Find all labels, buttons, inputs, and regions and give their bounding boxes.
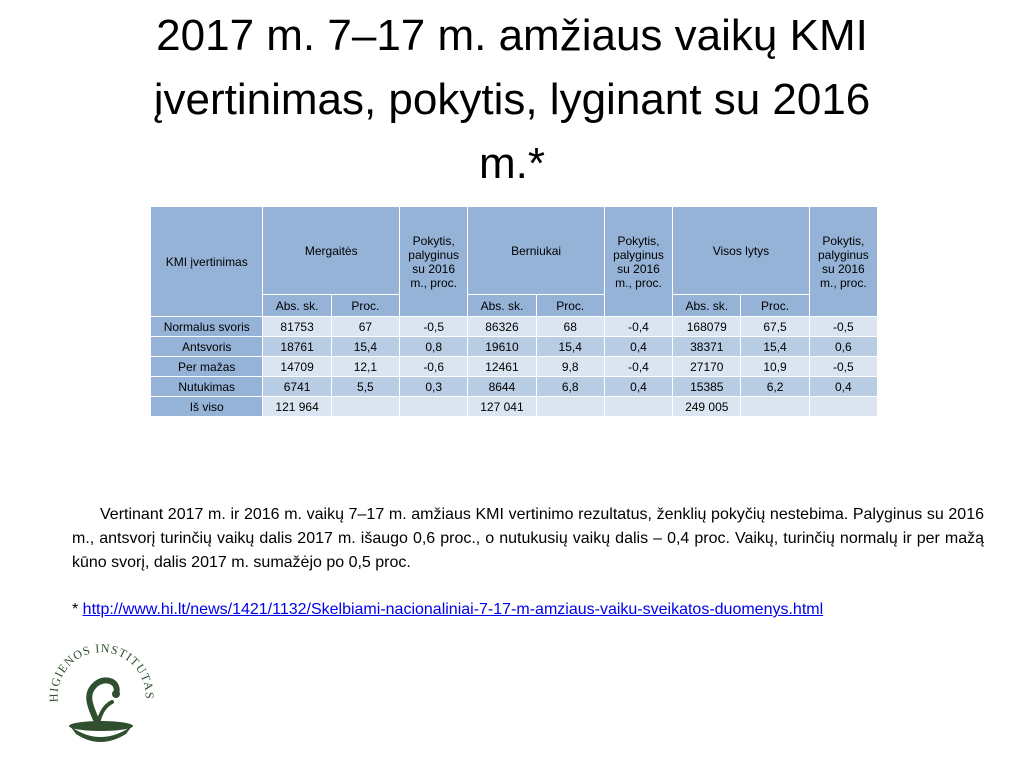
header-boys: Berniukai [468,207,605,295]
table-cell: 121 964 [263,397,331,417]
row-label: Normalus svoris [151,317,263,337]
summary-text: Vertinant 2017 m. ir 2016 m. vaikų 7–17 m. amžiaus KMI vertinimo rezultatus, ženklių pokyčių nestebima. Palyginus su 2016 m., antsvorį turinčių vaikų dalis 2017 m. išaugo 0,6 proc., o nutukusių vaikų dalis – 0,4 proc. Vaikų, turinčių normalų ir per mažą kūno svorį, dalis 2017 m. sumažėjo po 0,5 proc. [72,506,984,571]
table-cell [400,397,468,417]
row-label: Per mažas [151,357,263,377]
header-change-girls: Pokytis, palyginus su 2016 m., proc. [400,207,468,317]
table-cell: -0,4 [604,357,672,377]
table-cell [741,397,809,417]
table-row [151,377,878,397]
header-girls: Mergaitės [263,207,400,295]
table-cell: 38371 [673,337,741,357]
table-cell: 6741 [263,377,331,397]
table-cell: 5,5 [331,377,399,397]
table-cell: 0,6 [809,337,877,357]
row-label: Iš viso [151,397,263,417]
header-proc-girls: Proc. [331,295,399,317]
table-cell: 12,1 [331,357,399,377]
table-cell: 15,4 [741,337,809,357]
table-cell: 68 [536,317,604,337]
higienos-institutas-logo-icon [40,636,160,756]
table-row [151,317,878,337]
table-cell: 10,9 [741,357,809,377]
table-cell: 12461 [468,357,536,377]
logo-text [47,641,157,702]
kmi-table [150,206,878,417]
table-cell [604,397,672,417]
table-cell: 8644 [468,377,536,397]
table-row [151,357,878,377]
slide-title [40,4,984,196]
header-all: Visos lytys [673,207,810,295]
table-row [151,337,878,357]
logo-arc-text: HIGIENOS INSTITUTAS [46,640,157,703]
table-cell: 81753 [263,317,331,337]
title-line-3: m.* [479,139,545,188]
table-cell: -0,5 [400,317,468,337]
header-change-boys: Pokytis, palyginus su 2016 m., proc. [604,207,672,317]
source-note [72,598,992,622]
table-cell: 0,3 [400,377,468,397]
source-prefix: * [72,601,83,618]
summary-paragraph [72,503,984,575]
table-row [151,397,878,417]
table-cell: 0,4 [604,377,672,397]
table-cell: 27170 [673,357,741,377]
table-cell: 0,8 [400,337,468,357]
header-kmi: KMI įvertinimas [151,207,263,317]
header-proc-boys: Proc. [536,295,604,317]
table-cell: 67 [331,317,399,337]
table-cell: 15,4 [331,337,399,357]
table-cell: 127 041 [468,397,536,417]
table-cell: 18761 [263,337,331,357]
table-cell: 0,4 [809,377,877,397]
header-proc-all: Proc. [741,295,809,317]
table-cell: -0,5 [809,357,877,377]
table-cell [331,397,399,417]
header-abs-girls: Abs. sk. [263,295,331,317]
row-label: Nutukimas [151,377,263,397]
header-change-all: Pokytis, palyginus su 2016 m., proc. [809,207,877,317]
table-cell [536,397,604,417]
table-cell: 6,8 [536,377,604,397]
table-cell: 14709 [263,357,331,377]
table-cell: 168079 [673,317,741,337]
title-line-2: įvertinimas, pokytis, lyginant su 2016 [153,75,871,124]
table-cell: 15,4 [536,337,604,357]
table-cell: -0,6 [400,357,468,377]
table-cell [809,397,877,417]
table-cell: 15385 [673,377,741,397]
header-abs-all: Abs. sk. [673,295,741,317]
header-abs-boys: Abs. sk. [468,295,536,317]
table-cell: -0,5 [809,317,877,337]
table-cell: 67,5 [741,317,809,337]
table-cell: 249 005 [673,397,741,417]
table-cell: -0,4 [604,317,672,337]
table-cell: 86326 [468,317,536,337]
table-cell: 19610 [468,337,536,357]
table-cell: 0,4 [604,337,672,357]
table-cell: 6,2 [741,377,809,397]
source-link[interactable]: http://www.hi.lt/news/1421/1132/Skelbiami-nacionaliniai-7-17-m-amziaus-vaiku-sveikatos-duomenys.html [82,601,824,618]
table-cell: 9,8 [536,357,604,377]
row-label: Antsvoris [151,337,263,357]
title-line-1: 2017 m. 7–17 m. amžiaus vaikų KMI [156,11,868,60]
